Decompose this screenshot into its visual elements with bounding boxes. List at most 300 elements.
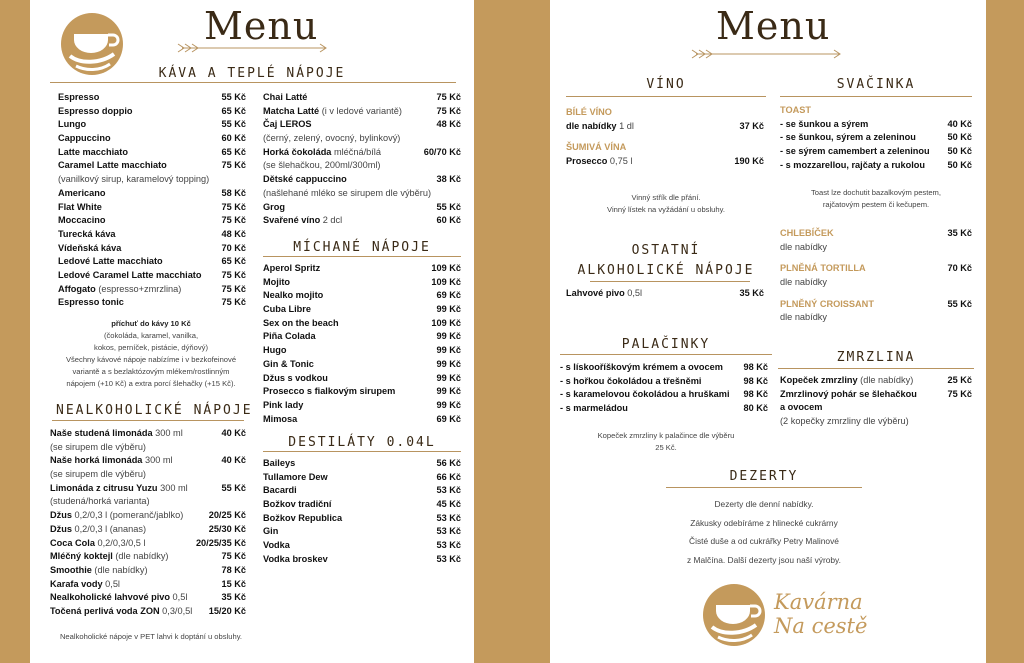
item-price: 75 Kč [436,105,461,116]
item-price: 60/70 Kč [423,146,461,157]
section-underline [778,368,974,369]
item-name: Dětské cappuccino [263,174,347,185]
menu-item-row [566,106,764,120]
item-desc: 0,5l [170,592,188,603]
item-label [560,402,628,416]
menu-item-row [780,262,972,276]
menu-item-row [263,399,461,413]
item-price: 98 Kč [743,389,768,400]
menu-item-row [780,227,972,241]
item-price: 35 Kč [739,288,764,298]
item-label [58,187,106,201]
item-price: 55 Kč [436,201,461,212]
item-name: Zmrzlinový pohár se šlehačkou [780,388,917,399]
item-label [50,427,183,441]
destilaty-list [263,457,461,567]
item-name: Nealkoholické lahvové pivo [50,592,170,603]
item-label [263,385,395,399]
menu-item-row [263,317,461,331]
item-name: a ovocem [780,402,823,413]
item-name: Caramel Latte macchiato [58,160,167,171]
item-price: 25/30 Kč [208,523,246,534]
item-desc: 0,75 l [607,156,633,167]
item-label [263,344,286,358]
item-name: Smoothie [50,564,92,575]
item-price: 99 Kč [436,386,461,397]
item-name: Sex on the beach [263,317,339,328]
item-note: (2 kopečky zmrzliny dle výběru) [780,416,909,427]
item-label [50,523,146,537]
item-label [263,276,290,290]
menu-item-row [263,262,461,276]
menu-item-row [780,298,972,312]
item-name: Kopeček zmrzliny [780,375,858,385]
ostatni-list [566,287,764,301]
section-title-destilaty: DESTILÁTY 0.04L [288,435,436,450]
menu-item-row [780,388,972,402]
item-label [263,173,347,187]
note-line: Vinný střík dle přání. [631,193,701,202]
brand-name [774,590,867,638]
item-name: Prosecco s fialkovým sirupem [263,386,396,397]
item-note: dle nabídky [780,277,827,288]
menu-item-row [263,289,461,303]
note-line: z Malčína. Další dezerty jsou naší výroby. [687,554,841,565]
item-price: 35 Kč [221,592,246,603]
item-label [58,118,86,132]
item-label [263,317,339,331]
note-line: Vinný lístek na vyžádání u obsluhy. [607,205,725,214]
item-label [50,509,183,523]
spacer [780,290,972,298]
menu-item-row [566,141,764,155]
section-title-vino: VÍNO [646,77,686,92]
item-name: Džus [50,523,72,534]
item-note: dle nabídky [780,241,827,252]
item-label [50,605,192,619]
item-price: 38 Kč [436,174,461,185]
item-name: Americano [58,187,106,198]
item-price: 70 Kč [947,263,972,274]
item-category: CHLEBÍČEK [780,228,834,238]
menu-item-row [780,401,972,415]
item-name: Vídeňská káva [58,242,122,253]
svacinka-note [774,187,978,211]
item-desc: (i v ledové variantě) [319,105,402,116]
menu-item-row [50,605,246,619]
item-desc: 0,5l [624,288,643,298]
arrow-divider-icon [176,42,330,54]
palacinky-list [560,361,768,416]
menu-item-row [566,155,764,169]
item-name: - se šunkou, sýrem a zeleninou [780,132,916,143]
note-line: kokos, perníček, pistácie, dýňový) [94,343,208,352]
menu-title-left: Menu [204,4,319,48]
item-label [58,159,167,173]
item-name: Božkov Republica [263,512,343,523]
section-underline [780,96,972,97]
item-label [263,471,328,485]
center-border [474,0,550,663]
menu-item-row [50,564,246,578]
item-label [780,104,811,118]
item-label [263,372,328,386]
item-name: Vodka [263,540,290,551]
kava-note [40,318,262,390]
item-name: Piña Colada [263,331,316,342]
item-desc: (dle nabídky) [112,551,169,562]
menu-item-row [50,427,246,441]
item-label [263,553,328,567]
item-name: Božkov tradiční [263,499,332,510]
item-label [263,484,297,498]
item-price: 20/25/35 Kč [195,537,246,548]
section-underline [566,96,766,97]
item-label [780,118,868,132]
item-name: Moccacino [58,215,106,226]
item-name: Espresso tonic [58,297,124,308]
item-price: 75 Kč [221,297,246,308]
section-underline [263,256,461,257]
menu-item-row [58,146,246,160]
item-price: 66 Kč [436,471,461,482]
item-label [58,146,128,160]
menu-title-right: Menu [716,4,831,48]
item-name: Gin & Tonic [263,358,314,369]
item-desc: 300 ml [142,455,173,466]
item-price: 55 Kč [221,119,246,130]
item-label [58,132,111,146]
menu-item-row [58,214,246,228]
item-label [560,375,701,389]
menu-item-row [263,91,461,105]
item-price: 48 Kč [221,228,246,239]
item-label [780,262,866,276]
item-price: 50 Kč [947,146,972,157]
item-name: Matcha Latté [263,105,320,116]
note-line: Všechny kávové nápoje nabízíme i v bezkofeinové [65,355,237,364]
menu-item-row [566,287,764,301]
item-price: 69 Kč [436,290,461,301]
item-price: 40 Kč [947,118,972,129]
menu-item-row [263,372,461,386]
menu-item-row [50,550,246,564]
section-title-ostatni-1: OSTATNÍ [631,243,701,258]
item-name: Cuba Libre [263,304,311,315]
item-price: 69 Kč [436,413,461,424]
item-price: 190 Kč [734,156,764,167]
right-border [986,0,1024,663]
item-price: 40 Kč [221,428,246,438]
menu-item-row [263,358,461,372]
item-label [58,296,124,310]
item-name: Espresso [58,92,100,102]
arrow-divider-icon [690,48,844,60]
item-label [566,120,634,134]
nealko-note: Nealkoholické nápoje v PET lahvi k doptání u obsluhy. [59,632,243,641]
item-label [780,159,925,173]
item-label [780,298,874,312]
kava-list-col2 [263,91,461,228]
item-name: Ledové Caramel Latte macchiato [58,269,202,280]
section-underline [560,354,772,355]
section-underline [50,82,456,83]
item-name: Flat White [58,201,102,212]
kava-note-lines [40,330,262,390]
vino-note [566,192,766,216]
item-price: 65 Kč [221,105,246,116]
item-name: Aperol Spritz [263,263,321,273]
item-price: 53 Kč [436,526,461,537]
section-title-svacinka: SVAČINKA [836,77,916,92]
item-price: 53 Kč [436,553,461,564]
menu-item-row [263,484,461,498]
brand-line1: Kavárna [774,590,863,614]
menu-item-row [263,303,461,317]
item-name: Naše horká limonáda [50,455,143,466]
item-name: Baileys [263,458,296,468]
item-name: Gin [263,526,279,537]
palacinky-note [560,430,772,454]
item-name: Pink lady [263,399,304,410]
item-label [50,550,168,564]
item-note: (černý, zelený, ovocný, bylinkový) [263,133,401,144]
note-line: (čokoláda, karamel, vanilka, [103,331,199,340]
item-price: 65 Kč [221,256,246,267]
item-note: (se sirupem dle výběru) [50,441,146,452]
item-note: (se sirupem dle výběru) [50,469,146,480]
item-name: Ledové Latte macchiato [58,256,163,267]
item-price: 53 Kč [436,540,461,551]
item-desc: (dle nabídky) [857,375,914,385]
menu-item-row [58,255,246,269]
menu-item-row [263,553,461,567]
item-name: Mléčný koktejl [50,551,113,562]
nealko-list [50,427,246,619]
menu-item-row [263,539,461,553]
item-price: 15 Kč [221,578,246,589]
section-title-ostatni-2: ALKOHOLICKÉ NÁPOJE [577,263,755,278]
item-name: Bacardi [263,485,297,496]
menu-item-row [58,242,246,256]
item-price: 99 Kč [436,345,461,356]
item-price: 45 Kč [436,499,461,510]
item-name: Naše studená limonáda [50,428,153,438]
menu-item-row [263,413,461,427]
menu-item-row [566,120,764,134]
menu-item-row [560,375,768,389]
item-desc: 0,2/0,3 l (ananas) [71,523,147,534]
item-name: Svařené víno [263,215,321,226]
item-label [263,105,402,119]
item-price: 55 Kč [221,92,246,102]
item-label [560,361,723,375]
item-name: - se sýrem camembert a zeleninou [780,146,930,157]
item-label [58,105,133,119]
item-label [263,289,323,303]
michane-list [263,262,461,426]
item-name: Latte macchiato [58,146,128,157]
item-category: PLNĚNÁ TORTILLA [780,263,866,274]
menu-item-row [263,118,461,132]
item-price: 60 Kč [436,215,461,226]
item-label [566,287,642,301]
spacer [780,254,972,262]
menu-item-row [263,525,461,539]
item-name: - se šunkou a sýrem [780,118,869,129]
item-price: 109 Kč [431,263,461,273]
item-price: 75 Kč [221,269,246,280]
note-line: Dezerty dle denní nabídky. [714,499,814,509]
kava-list-col1 [58,91,246,310]
item-label [263,539,290,553]
menu-item-row [58,118,246,132]
item-note: dle nabídky [780,312,827,323]
brand-line2: Na cestě [774,614,868,638]
item-name: - s hořkou čokoládou a třešněmi [560,375,702,386]
menu-item-row [50,578,246,592]
item-name: Limonáda z citrusu Yuzu [50,482,158,493]
item-name: Grog [263,201,285,212]
item-label [560,388,730,402]
menu-item-row [263,344,461,358]
note-line: variantě a s bezlaktózovým mlékem/rostlinným [72,367,230,376]
section-title-michane: MÍCHANÉ NÁPOJE [293,240,431,255]
note-line: 25 Kč. [655,443,677,452]
item-label [58,228,116,242]
item-desc: 0,2/0,3 l (pomeranč/jablko) [71,510,184,521]
item-label [58,255,163,269]
menu-item-row [263,214,461,228]
item-label [263,525,278,539]
item-name: Turecká káva [58,228,116,239]
item-name: - s mozzarellou, rajčaty a rukolou [780,159,925,170]
item-price: 80 Kč [743,403,768,414]
item-label [263,214,342,228]
menu-item-row [50,591,246,605]
item-desc: (espresso+zmrzlina) [95,283,182,294]
item-label [263,262,320,276]
item-name: Tullamore Dew [263,471,328,482]
item-price: 75 Kč [221,160,246,171]
menu-item-row [263,512,461,526]
item-name: Horká čokoláda [263,146,332,157]
item-note: (se šlehačkou, 200ml/300ml) [263,160,381,171]
menu-item-row [58,132,246,146]
item-desc: 2 dcl [320,215,343,226]
item-label [566,141,626,155]
item-label [263,303,311,317]
item-price: 35 Kč [947,228,972,238]
menu-item-row [263,146,461,160]
item-label [780,401,822,415]
item-label [566,155,632,169]
menu-item-row [58,91,246,105]
vino-list [566,106,764,169]
item-name: Coca Cola [50,537,95,548]
item-name: - s lískooříškovým krémem a ovocem [560,362,723,372]
item-category: BÍLÉ VÍNO [566,107,612,117]
item-price: 99 Kč [436,399,461,410]
item-price: 40 Kč [221,455,246,466]
item-label [50,454,173,468]
item-price: 53 Kč [436,512,461,523]
item-note: (studená/horká varianta) [50,496,150,507]
item-name: Prosecco [566,156,608,167]
note-line: nápojem (+10 Kč) a extra porcí šlehačky (+15 Kč). [66,379,236,388]
right-page [550,0,986,663]
item-label [263,512,342,526]
item-price: 50 Kč [947,159,972,170]
section-underline [666,487,862,488]
coffee-cup-logo-icon [702,583,766,647]
item-label [58,242,121,256]
item-price: 58 Kč [221,187,246,198]
item-name: Hugo [263,345,287,356]
item-label [263,358,314,372]
menu-item-row [780,374,972,388]
menu-item-row [780,145,972,159]
item-label [780,145,930,159]
section-underline [590,281,750,282]
section-title-nealko: NEALKOHOLICKÉ NÁPOJE [56,403,253,418]
item-name: Chai Latté [263,92,308,102]
item-price: 53 Kč [436,485,461,496]
item-label [50,482,188,496]
item-price: 75 Kč [947,388,972,399]
menu-item-row [58,296,246,310]
menu-item-row [58,228,246,242]
menu-item-row [58,201,246,215]
item-label [263,330,316,344]
item-note: (vanilkový sirup, karamelový topping) [58,174,210,185]
item-name: Čaj LEROS [263,119,312,130]
menu-item-row [50,537,246,551]
item-price: 98 Kč [743,362,768,372]
item-price: 37 Kč [739,120,764,131]
item-price: 99 Kč [436,304,461,315]
item-label [58,269,201,283]
item-label [566,106,612,120]
item-desc: mléčná/bílá [331,146,381,157]
item-label [50,537,146,551]
item-name: Mojito [263,276,291,287]
menu-item-row [780,131,972,145]
item-label [780,374,913,388]
flavor-note-title: příchuť do kávy 10 Kč [111,319,191,328]
item-name: Lungo [58,119,87,130]
item-label [58,91,99,105]
menu-item-row [263,385,461,399]
item-price: 20/25 Kč [208,510,246,521]
item-category: TOAST [780,105,811,115]
item-label [263,399,303,413]
menu-item-row [58,159,246,173]
item-price: 75 Kč [436,92,461,102]
item-price: 75 Kč [221,201,246,212]
note-line: Čisté duše a od cukrářky Petry Malinové [689,536,839,546]
item-label [50,591,187,605]
item-name: Karafa vody [50,578,103,589]
item-label [58,214,105,228]
note-line: Toast lze dochutit bazalkovým pestem, [811,188,941,197]
item-label [50,578,120,592]
menu-item-row [263,330,461,344]
item-desc: 0,2/0,3/0,5 l [94,537,146,548]
menu-item-row [560,402,768,416]
item-name: Vodka broskev [263,553,328,564]
item-label [263,146,381,160]
